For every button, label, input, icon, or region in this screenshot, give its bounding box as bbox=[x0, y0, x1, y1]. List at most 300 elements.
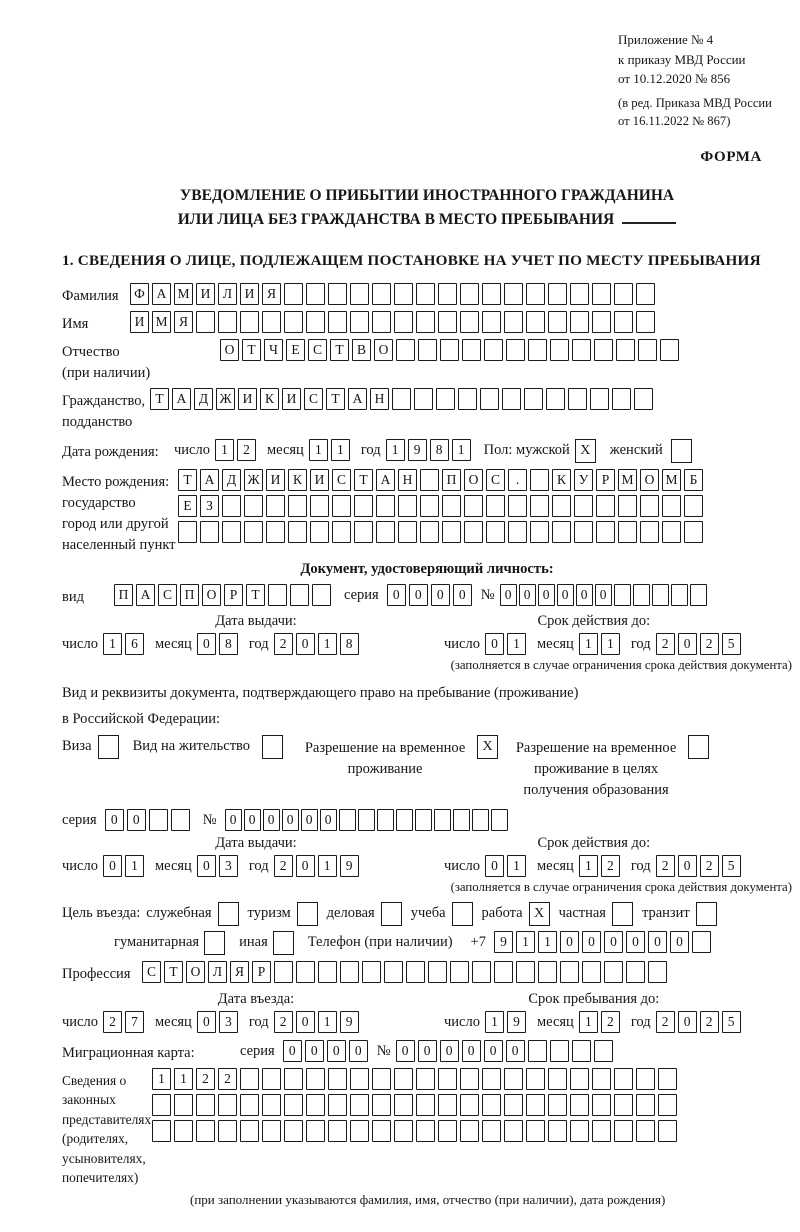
char-cell[interactable]: 1 bbox=[579, 633, 598, 655]
char-cell[interactable]: О bbox=[220, 339, 239, 361]
char-cell[interactable] bbox=[328, 283, 347, 305]
char-cell[interactable]: М bbox=[152, 311, 171, 333]
char-cell[interactable] bbox=[415, 809, 432, 831]
char-cell[interactable]: 3 bbox=[219, 855, 238, 877]
char-cell[interactable]: 0 bbox=[244, 809, 261, 831]
char-cell[interactable]: 8 bbox=[219, 633, 238, 655]
char-cell[interactable]: 0 bbox=[604, 931, 623, 953]
char-cell[interactable] bbox=[450, 961, 469, 983]
char-cell[interactable] bbox=[306, 1120, 325, 1142]
char-cell[interactable]: 1 bbox=[507, 633, 526, 655]
char-cell[interactable]: 2 bbox=[274, 855, 293, 877]
char-cell[interactable] bbox=[310, 521, 329, 543]
char-cell[interactable]: Ж bbox=[244, 469, 263, 491]
char-cell[interactable] bbox=[284, 1068, 303, 1090]
char-cell[interactable]: 2 bbox=[700, 1011, 719, 1033]
char-cell[interactable]: 0 bbox=[418, 1040, 437, 1062]
char-cell[interactable]: 0 bbox=[197, 633, 216, 655]
char-cell[interactable]: 0 bbox=[305, 1040, 324, 1062]
char-cell[interactable] bbox=[372, 1094, 391, 1116]
char-cell[interactable] bbox=[416, 1068, 435, 1090]
char-cell[interactable]: И bbox=[310, 469, 329, 491]
char-cell[interactable] bbox=[530, 521, 549, 543]
char-cell[interactable] bbox=[618, 521, 637, 543]
char-cell[interactable] bbox=[328, 1094, 347, 1116]
char-cell[interactable]: 0 bbox=[387, 584, 406, 606]
char-cell[interactable]: Я bbox=[230, 961, 249, 983]
char-cell[interactable] bbox=[196, 311, 215, 333]
char-cell[interactable] bbox=[420, 469, 439, 491]
char-cell[interactable]: О bbox=[186, 961, 205, 983]
char-cell[interactable]: С bbox=[486, 469, 505, 491]
char-cell[interactable]: 0 bbox=[296, 1011, 315, 1033]
char-cell[interactable] bbox=[548, 283, 567, 305]
char-cell[interactable] bbox=[372, 1068, 391, 1090]
char-cell[interactable] bbox=[526, 283, 545, 305]
char-cell[interactable]: 0 bbox=[648, 931, 667, 953]
char-cell[interactable]: А bbox=[136, 584, 155, 606]
char-cell[interactable] bbox=[350, 1120, 369, 1142]
char-cell[interactable]: И bbox=[266, 469, 285, 491]
char-cell[interactable] bbox=[394, 1068, 413, 1090]
char-cell[interactable] bbox=[486, 521, 505, 543]
char-cell[interactable]: П bbox=[114, 584, 133, 606]
char-cell[interactable] bbox=[482, 1094, 501, 1116]
char-cell[interactable] bbox=[438, 1094, 457, 1116]
char-cell[interactable] bbox=[328, 1068, 347, 1090]
char-cell[interactable]: Р bbox=[224, 584, 243, 606]
char-cell[interactable] bbox=[218, 1120, 237, 1142]
char-cell[interactable]: И bbox=[130, 311, 149, 333]
char-cell[interactable] bbox=[548, 1094, 567, 1116]
char-cell[interactable] bbox=[616, 339, 635, 361]
char-cell[interactable]: 0 bbox=[462, 1040, 481, 1062]
char-cell[interactable]: С bbox=[158, 584, 177, 606]
char-cell[interactable] bbox=[594, 1040, 613, 1062]
char-cell[interactable] bbox=[392, 388, 411, 410]
char-cell[interactable] bbox=[266, 521, 285, 543]
purpose-business-checkbox[interactable] bbox=[381, 902, 402, 926]
char-cell[interactable] bbox=[504, 283, 523, 305]
char-cell[interactable] bbox=[460, 311, 479, 333]
char-cell[interactable] bbox=[288, 495, 307, 517]
char-cell[interactable]: К bbox=[552, 469, 571, 491]
char-cell[interactable] bbox=[440, 339, 459, 361]
char-cell[interactable]: К bbox=[260, 388, 279, 410]
char-cell[interactable]: Я bbox=[262, 283, 281, 305]
char-cell[interactable]: 1 bbox=[507, 855, 526, 877]
char-cell[interactable] bbox=[614, 311, 633, 333]
char-cell[interactable]: Т bbox=[354, 469, 373, 491]
purpose-other-checkbox[interactable] bbox=[273, 931, 294, 955]
char-cell[interactable] bbox=[296, 961, 315, 983]
char-cell[interactable] bbox=[526, 1094, 545, 1116]
char-cell[interactable]: 2 bbox=[700, 633, 719, 655]
char-cell[interactable] bbox=[310, 495, 329, 517]
purpose-private-checkbox[interactable] bbox=[612, 902, 633, 926]
char-cell[interactable]: И bbox=[282, 388, 301, 410]
char-cell[interactable]: 9 bbox=[340, 855, 359, 877]
purpose-study-checkbox[interactable] bbox=[452, 902, 473, 926]
char-cell[interactable]: 9 bbox=[408, 439, 427, 461]
char-cell[interactable] bbox=[614, 1068, 633, 1090]
char-cell[interactable] bbox=[504, 311, 523, 333]
char-cell[interactable]: С bbox=[332, 469, 351, 491]
char-cell[interactable] bbox=[453, 809, 470, 831]
char-cell[interactable] bbox=[266, 495, 285, 517]
char-cell[interactable] bbox=[570, 1068, 589, 1090]
char-cell[interactable] bbox=[438, 283, 457, 305]
char-cell[interactable]: И bbox=[240, 283, 259, 305]
char-cell[interactable]: 0 bbox=[678, 633, 697, 655]
char-cell[interactable] bbox=[354, 521, 373, 543]
char-cell[interactable]: 0 bbox=[282, 809, 299, 831]
char-cell[interactable] bbox=[568, 388, 587, 410]
char-cell[interactable]: 0 bbox=[453, 584, 472, 606]
char-cell[interactable] bbox=[240, 311, 259, 333]
char-cell[interactable]: А bbox=[152, 283, 171, 305]
char-cell[interactable] bbox=[662, 495, 681, 517]
char-cell[interactable] bbox=[196, 1120, 215, 1142]
char-cell[interactable]: 0 bbox=[582, 931, 601, 953]
char-cell[interactable] bbox=[671, 584, 688, 606]
char-cell[interactable] bbox=[396, 339, 415, 361]
char-cell[interactable]: З bbox=[200, 495, 219, 517]
residence-permit-checkbox[interactable] bbox=[262, 735, 283, 759]
char-cell[interactable]: С bbox=[304, 388, 323, 410]
char-cell[interactable] bbox=[582, 961, 601, 983]
char-cell[interactable] bbox=[614, 1120, 633, 1142]
char-cell[interactable] bbox=[592, 1068, 611, 1090]
char-cell[interactable] bbox=[350, 311, 369, 333]
char-cell[interactable]: 1 bbox=[318, 855, 337, 877]
char-cell[interactable]: Т bbox=[330, 339, 349, 361]
char-cell[interactable]: 3 bbox=[219, 1011, 238, 1033]
char-cell[interactable] bbox=[398, 521, 417, 543]
char-cell[interactable] bbox=[460, 1120, 479, 1142]
char-cell[interactable] bbox=[618, 495, 637, 517]
char-cell[interactable]: А bbox=[172, 388, 191, 410]
char-cell[interactable] bbox=[438, 1120, 457, 1142]
char-cell[interactable] bbox=[178, 521, 197, 543]
char-cell[interactable]: Т bbox=[150, 388, 169, 410]
char-cell[interactable]: 1 bbox=[601, 633, 620, 655]
char-cell[interactable]: 2 bbox=[274, 633, 293, 655]
char-cell[interactable] bbox=[222, 495, 241, 517]
char-cell[interactable] bbox=[690, 584, 707, 606]
char-cell[interactable]: О bbox=[464, 469, 483, 491]
char-cell[interactable]: 1 bbox=[125, 855, 144, 877]
char-cell[interactable] bbox=[550, 1040, 569, 1062]
char-cell[interactable]: Д bbox=[194, 388, 213, 410]
char-cell[interactable] bbox=[592, 1120, 611, 1142]
char-cell[interactable] bbox=[398, 495, 417, 517]
char-cell[interactable]: 0 bbox=[197, 855, 216, 877]
char-cell[interactable] bbox=[200, 521, 219, 543]
char-cell[interactable] bbox=[328, 1120, 347, 1142]
char-cell[interactable]: 1 bbox=[152, 1068, 171, 1090]
char-cell[interactable] bbox=[484, 339, 503, 361]
char-cell[interactable]: 2 bbox=[196, 1068, 215, 1090]
char-cell[interactable] bbox=[284, 1120, 303, 1142]
char-cell[interactable] bbox=[328, 311, 347, 333]
char-cell[interactable] bbox=[312, 584, 331, 606]
char-cell[interactable]: Р bbox=[596, 469, 615, 491]
char-cell[interactable] bbox=[376, 495, 395, 517]
char-cell[interactable] bbox=[636, 1120, 655, 1142]
char-cell[interactable]: Р bbox=[252, 961, 271, 983]
char-cell[interactable]: 1 bbox=[579, 855, 598, 877]
char-cell[interactable] bbox=[530, 469, 549, 491]
char-cell[interactable] bbox=[636, 1068, 655, 1090]
char-cell[interactable] bbox=[416, 283, 435, 305]
char-cell[interactable] bbox=[594, 339, 613, 361]
char-cell[interactable] bbox=[262, 1068, 281, 1090]
char-cell[interactable] bbox=[339, 809, 356, 831]
char-cell[interactable] bbox=[372, 1120, 391, 1142]
char-cell[interactable]: 1 bbox=[538, 931, 557, 953]
char-cell[interactable] bbox=[462, 339, 481, 361]
char-cell[interactable] bbox=[262, 1120, 281, 1142]
char-cell[interactable] bbox=[614, 283, 633, 305]
char-cell[interactable]: 6 bbox=[125, 633, 144, 655]
char-cell[interactable] bbox=[592, 1094, 611, 1116]
char-cell[interactable]: 0 bbox=[560, 931, 579, 953]
char-cell[interactable]: 1 bbox=[516, 931, 535, 953]
char-cell[interactable] bbox=[516, 961, 535, 983]
char-cell[interactable] bbox=[350, 1094, 369, 1116]
char-cell[interactable]: 5 bbox=[722, 633, 741, 655]
char-cell[interactable]: Б bbox=[684, 469, 703, 491]
char-cell[interactable] bbox=[376, 521, 395, 543]
char-cell[interactable] bbox=[458, 388, 477, 410]
char-cell[interactable] bbox=[284, 1094, 303, 1116]
char-cell[interactable] bbox=[442, 495, 461, 517]
char-cell[interactable] bbox=[504, 1068, 523, 1090]
char-cell[interactable] bbox=[658, 1094, 677, 1116]
char-cell[interactable] bbox=[614, 1094, 633, 1116]
char-cell[interactable] bbox=[362, 961, 381, 983]
char-cell[interactable] bbox=[572, 1040, 591, 1062]
char-cell[interactable] bbox=[614, 584, 631, 606]
char-cell[interactable] bbox=[149, 809, 168, 831]
char-cell[interactable] bbox=[472, 961, 491, 983]
char-cell[interactable] bbox=[572, 339, 591, 361]
char-cell[interactable] bbox=[658, 1120, 677, 1142]
char-cell[interactable] bbox=[472, 809, 489, 831]
char-cell[interactable] bbox=[460, 283, 479, 305]
char-cell[interactable]: Е bbox=[286, 339, 305, 361]
char-cell[interactable]: 1 bbox=[579, 1011, 598, 1033]
char-cell[interactable] bbox=[633, 584, 650, 606]
char-cell[interactable] bbox=[152, 1120, 171, 1142]
char-cell[interactable] bbox=[434, 809, 451, 831]
char-cell[interactable] bbox=[626, 961, 645, 983]
purpose-official-checkbox[interactable] bbox=[218, 902, 239, 926]
char-cell[interactable] bbox=[550, 339, 569, 361]
char-cell[interactable] bbox=[268, 584, 287, 606]
char-cell[interactable] bbox=[420, 495, 439, 517]
char-cell[interactable] bbox=[332, 521, 351, 543]
char-cell[interactable]: 0 bbox=[105, 809, 124, 831]
char-cell[interactable] bbox=[394, 283, 413, 305]
char-cell[interactable] bbox=[530, 495, 549, 517]
char-cell[interactable]: Т bbox=[326, 388, 345, 410]
char-cell[interactable]: Ж bbox=[216, 388, 235, 410]
char-cell[interactable] bbox=[358, 809, 375, 831]
char-cell[interactable]: 0 bbox=[485, 633, 504, 655]
char-cell[interactable] bbox=[634, 388, 653, 410]
char-cell[interactable]: 5 bbox=[722, 1011, 741, 1033]
char-cell[interactable] bbox=[560, 961, 579, 983]
char-cell[interactable] bbox=[222, 521, 241, 543]
char-cell[interactable] bbox=[438, 1068, 457, 1090]
char-cell[interactable]: С bbox=[142, 961, 161, 983]
char-cell[interactable]: 1 bbox=[331, 439, 350, 461]
char-cell[interactable]: Я bbox=[174, 311, 193, 333]
char-cell[interactable] bbox=[548, 1120, 567, 1142]
char-cell[interactable]: 0 bbox=[103, 855, 122, 877]
char-cell[interactable]: 0 bbox=[500, 584, 517, 606]
char-cell[interactable] bbox=[482, 283, 501, 305]
char-cell[interactable]: Т bbox=[242, 339, 261, 361]
char-cell[interactable] bbox=[482, 1120, 501, 1142]
char-cell[interactable] bbox=[306, 283, 325, 305]
char-cell[interactable]: В bbox=[352, 339, 371, 361]
char-cell[interactable]: А bbox=[348, 388, 367, 410]
char-cell[interactable] bbox=[636, 283, 655, 305]
char-cell[interactable] bbox=[482, 1068, 501, 1090]
char-cell[interactable]: 2 bbox=[601, 855, 620, 877]
char-cell[interactable] bbox=[570, 283, 589, 305]
char-cell[interactable]: П bbox=[442, 469, 461, 491]
char-cell[interactable] bbox=[552, 495, 571, 517]
char-cell[interactable]: 1 bbox=[174, 1068, 193, 1090]
char-cell[interactable] bbox=[306, 1068, 325, 1090]
char-cell[interactable]: 9 bbox=[494, 931, 513, 953]
char-cell[interactable] bbox=[504, 1120, 523, 1142]
char-cell[interactable] bbox=[546, 388, 565, 410]
char-cell[interactable]: Н bbox=[370, 388, 389, 410]
char-cell[interactable] bbox=[506, 339, 525, 361]
char-cell[interactable]: Ч bbox=[264, 339, 283, 361]
char-cell[interactable]: 2 bbox=[656, 1011, 675, 1033]
char-cell[interactable]: . bbox=[508, 469, 527, 491]
char-cell[interactable]: М bbox=[174, 283, 193, 305]
char-cell[interactable] bbox=[442, 521, 461, 543]
char-cell[interactable]: И bbox=[238, 388, 257, 410]
char-cell[interactable]: 0 bbox=[296, 633, 315, 655]
purpose-tourism-checkbox[interactable] bbox=[297, 902, 318, 926]
char-cell[interactable]: 2 bbox=[601, 1011, 620, 1033]
char-cell[interactable] bbox=[552, 521, 571, 543]
char-cell[interactable] bbox=[526, 1120, 545, 1142]
char-cell[interactable]: И bbox=[196, 283, 215, 305]
char-cell[interactable]: 2 bbox=[237, 439, 256, 461]
char-cell[interactable]: 0 bbox=[301, 809, 318, 831]
char-cell[interactable] bbox=[692, 931, 711, 953]
char-cell[interactable]: 0 bbox=[678, 1011, 697, 1033]
char-cell[interactable] bbox=[394, 1120, 413, 1142]
char-cell[interactable] bbox=[340, 961, 359, 983]
char-cell[interactable]: 9 bbox=[340, 1011, 359, 1033]
char-cell[interactable]: П bbox=[180, 584, 199, 606]
char-cell[interactable] bbox=[528, 1040, 547, 1062]
char-cell[interactable] bbox=[508, 521, 527, 543]
char-cell[interactable]: М bbox=[662, 469, 681, 491]
char-cell[interactable]: О bbox=[374, 339, 393, 361]
char-cell[interactable] bbox=[218, 1094, 237, 1116]
char-cell[interactable]: 0 bbox=[678, 855, 697, 877]
char-cell[interactable]: 0 bbox=[557, 584, 574, 606]
sex-male-checkbox[interactable]: X bbox=[575, 439, 596, 463]
char-cell[interactable]: 0 bbox=[538, 584, 555, 606]
char-cell[interactable] bbox=[604, 961, 623, 983]
char-cell[interactable]: К bbox=[288, 469, 307, 491]
char-cell[interactable] bbox=[596, 521, 615, 543]
char-cell[interactable] bbox=[354, 495, 373, 517]
char-cell[interactable]: 2 bbox=[656, 633, 675, 655]
char-cell[interactable] bbox=[636, 1094, 655, 1116]
char-cell[interactable]: 0 bbox=[485, 855, 504, 877]
char-cell[interactable]: Т bbox=[164, 961, 183, 983]
char-cell[interactable] bbox=[494, 961, 513, 983]
char-cell[interactable] bbox=[528, 339, 547, 361]
char-cell[interactable]: 0 bbox=[396, 1040, 415, 1062]
char-cell[interactable]: 1 bbox=[309, 439, 328, 461]
char-cell[interactable] bbox=[240, 1068, 259, 1090]
char-cell[interactable]: 8 bbox=[430, 439, 449, 461]
char-cell[interactable] bbox=[658, 1068, 677, 1090]
char-cell[interactable] bbox=[482, 311, 501, 333]
char-cell[interactable] bbox=[377, 809, 394, 831]
char-cell[interactable] bbox=[662, 521, 681, 543]
char-cell[interactable] bbox=[406, 961, 425, 983]
char-cell[interactable] bbox=[548, 311, 567, 333]
char-cell[interactable]: 0 bbox=[595, 584, 612, 606]
char-cell[interactable] bbox=[174, 1094, 193, 1116]
edu-residence-checkbox[interactable] bbox=[688, 735, 709, 759]
char-cell[interactable] bbox=[350, 1068, 369, 1090]
char-cell[interactable] bbox=[240, 1120, 259, 1142]
sex-female-checkbox[interactable] bbox=[671, 439, 692, 463]
char-cell[interactable]: 0 bbox=[225, 809, 242, 831]
char-cell[interactable] bbox=[548, 1068, 567, 1090]
char-cell[interactable] bbox=[416, 1120, 435, 1142]
char-cell[interactable] bbox=[491, 809, 508, 831]
char-cell[interactable] bbox=[394, 311, 413, 333]
char-cell[interactable] bbox=[396, 809, 413, 831]
char-cell[interactable] bbox=[394, 1094, 413, 1116]
char-cell[interactable]: 0 bbox=[440, 1040, 459, 1062]
char-cell[interactable]: М bbox=[618, 469, 637, 491]
char-cell[interactable]: Л bbox=[218, 283, 237, 305]
char-cell[interactable] bbox=[596, 495, 615, 517]
char-cell[interactable] bbox=[152, 1094, 171, 1116]
char-cell[interactable]: 2 bbox=[700, 855, 719, 877]
char-cell[interactable] bbox=[274, 961, 293, 983]
char-cell[interactable] bbox=[284, 311, 303, 333]
char-cell[interactable] bbox=[570, 1120, 589, 1142]
char-cell[interactable] bbox=[171, 809, 190, 831]
purpose-humanitarian-checkbox[interactable] bbox=[204, 931, 225, 955]
char-cell[interactable]: О bbox=[640, 469, 659, 491]
char-cell[interactable] bbox=[372, 283, 391, 305]
char-cell[interactable] bbox=[612, 388, 631, 410]
char-cell[interactable] bbox=[438, 311, 457, 333]
char-cell[interactable]: А bbox=[376, 469, 395, 491]
char-cell[interactable]: 8 bbox=[340, 633, 359, 655]
